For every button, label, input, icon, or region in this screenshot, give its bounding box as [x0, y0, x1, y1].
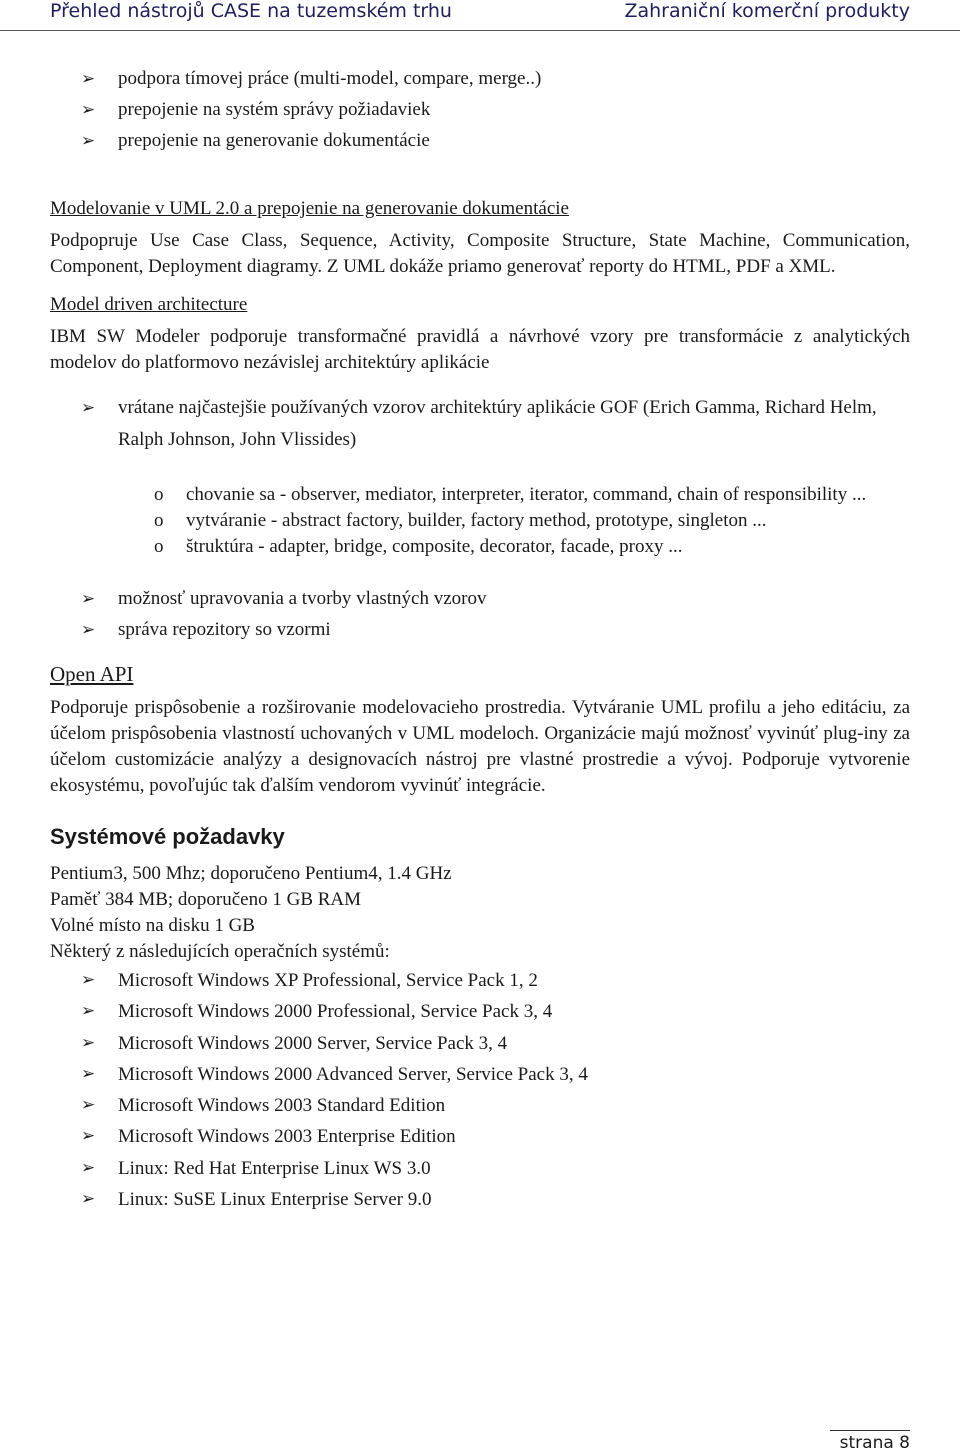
arrow-bullet-icon: ➢	[81, 589, 96, 609]
uml-paragraph: Podpopruje Use Case Class, Sequence, Activity, Composite Structure, State Machine, Communication, Component, Deployment diagramy. Z UML dokáže priamo generovať reporty do HTML, PDF a XML.	[50, 230, 910, 277]
page-number: strana 8	[839, 1433, 910, 1453]
arrow-bullet-icon: ➢	[81, 131, 96, 151]
list-item: ➢ prepojenie na generovanie dokumentácie	[50, 128, 910, 154]
arrow-bullet-icon: ➢	[81, 1063, 96, 1084]
list-item: ➢ možnosť upravovania a tvorby vlastných vzorov	[50, 586, 910, 612]
arrow-bullet-icon: ➢	[81, 1095, 96, 1116]
os-item: ➢ Microsoft Windows 2003 Enterprise Edition	[50, 1121, 910, 1152]
list-item: ➢ vrátane najčastejšie používaných vzorov architektúry aplikácie GOF (Erich Gamma, Richard Helm, Ralph Johnson, John Vlissides)	[50, 392, 910, 456]
header-rule	[0, 30, 960, 31]
header-section: Zahraniční komerční produkty	[624, 0, 910, 22]
list-item: ➢ podpora tímovej práce (multi-model, compare, merge..)	[50, 66, 910, 92]
header-title: Přehled nástrojů CASE na tuzemském trhu	[50, 0, 452, 22]
page-header	[0, 0, 960, 26]
top-feature-list	[50, 66, 910, 154]
mda-list	[50, 392, 910, 456]
footer-rule	[830, 1430, 910, 1431]
pattern-sub-list	[50, 482, 910, 560]
arrow-bullet-icon: ➢	[81, 100, 96, 120]
arrow-bullet-icon: ➢	[81, 69, 96, 89]
os-item: ➢ Microsoft Windows 2000 Professional, Service Pack 3, 4	[50, 996, 910, 1027]
arrow-bullet-icon: ➢	[81, 970, 96, 990]
requirement-line: Volné místo na disku 1 GB	[50, 915, 255, 936]
arrow-bullet-icon: ➢	[81, 1126, 96, 1147]
requirements-lines	[50, 861, 910, 965]
os-item: ➢ Microsoft Windows 2003 Standard Edition	[50, 1090, 910, 1121]
open-api-heading: Open API	[50, 662, 134, 686]
os-item: ➢ Microsoft Windows XP Professional, Service Pack 1, 2	[50, 965, 910, 996]
os-item: ➢ Microsoft Windows 2000 Advanced Server, Service Pack 3, 4	[50, 1059, 910, 1090]
mda-heading: Model driven architecture	[50, 294, 248, 315]
arrow-bullet-icon: ➢	[81, 1001, 96, 1022]
requirements-heading: Systémové požadavky	[50, 824, 285, 849]
os-item: ➢ Linux: Red Hat Enterprise Linux WS 3.0	[50, 1153, 910, 1184]
circle-bullet-icon: o	[154, 484, 164, 505]
list-item: ➢ správa repozitory so vzormi	[50, 617, 910, 643]
os-item: ➢ Microsoft Windows 2000 Server, Service Pack 3, 4	[50, 1028, 910, 1059]
open-api-paragraph: Podporuje prispôsobenie a rozširovanie modelovacieho prostredia. Vytváranie UML profilu a jeho editáciu, za účelom prispôsobenia vlastností uchovaných v UML modeloch. Organizácie majú možnosť vyvinúť plug-iny za účelom customizácie analýzy a designovacích nástroj pre vlastné prostredie a vývoj. Podporuje vytvorenie ekosystému, povoľujúc tak ďalším vendorom vyvinúť integrácie.	[50, 697, 910, 796]
list-item: o vytváranie - abstract factory, builder, factory method, prototype, singleton ...	[50, 508, 910, 534]
mda-list-2	[50, 586, 910, 643]
requirement-line: Pentium3, 500 Mhz; doporučeno Pentium4, 1.4 GHz	[50, 863, 452, 884]
os-item: ➢ Linux: SuSE Linux Enterprise Server 9.0	[50, 1184, 910, 1215]
circle-bullet-icon: o	[154, 536, 164, 557]
list-item: o štruktúra - adapter, bridge, composite, decorator, facade, proxy ...	[50, 534, 910, 560]
arrow-bullet-icon: ➢	[81, 1189, 96, 1210]
mda-paragraph: IBM SW Modeler podporuje transformačné pravidlá a návrhové vzory pre transformácie z analytických modelov do platformovo nezávislej architektúry aplikácie	[50, 326, 910, 373]
arrow-bullet-icon: ➢	[81, 620, 96, 640]
uml-heading: Modelovanie v UML 2.0 a prepojenie na generovanie dokumentácie	[50, 198, 569, 219]
list-item: ➢ prepojenie na systém správy požiadaviek	[50, 97, 910, 123]
os-list	[50, 965, 910, 1215]
arrow-bullet-icon: ➢	[81, 398, 96, 418]
circle-bullet-icon: o	[154, 510, 164, 531]
requirement-line: Některý z následujících operačních systémů:	[50, 941, 390, 962]
page-content	[50, 62, 910, 1215]
requirement-line: Paměť 384 MB; doporučeno 1 GB RAM	[50, 889, 362, 910]
arrow-bullet-icon: ➢	[81, 1032, 96, 1053]
arrow-bullet-icon: ➢	[81, 1157, 96, 1178]
list-item: o chovanie sa - observer, mediator, interpreter, iterator, command, chain of responsibility ...	[50, 482, 910, 508]
